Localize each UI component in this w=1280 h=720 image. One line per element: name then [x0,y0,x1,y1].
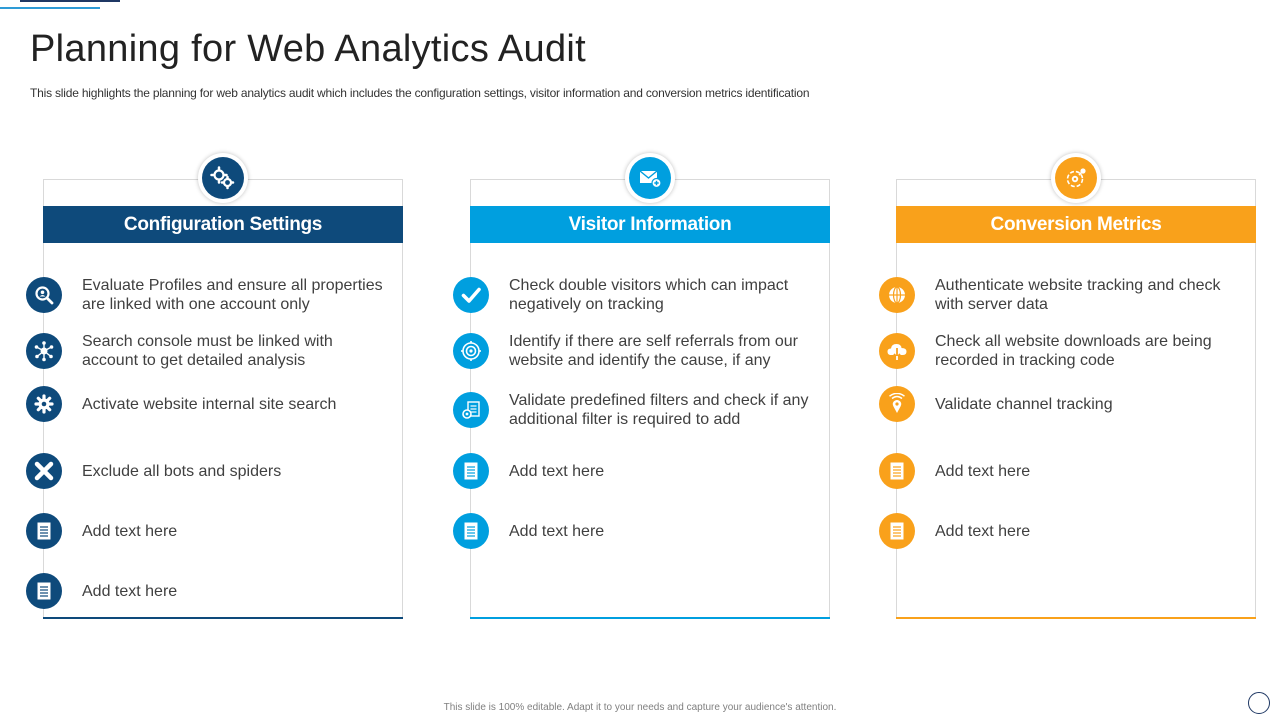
document-icon [453,453,489,489]
search-person-icon [26,277,62,313]
item-text: Validate predefined filters and check if any additional filter is required to add [509,392,809,428]
card-header: Visitor Information [470,206,830,243]
list-item [879,386,1245,422]
document-icon [26,513,62,549]
item-text: Activate website internal site search [82,395,337,413]
item-text: Add text here [935,462,1031,480]
card-top-icon [198,153,248,203]
card-visitor-information [470,179,830,619]
item-text: Add text here [509,522,605,540]
list-item [879,276,1245,314]
list-item [26,386,392,422]
list-item [879,453,1245,489]
item-text: Check all website downloads are being recorded in tracking code [935,333,1212,369]
card-conversion-metrics [896,179,1256,619]
top-accent-line-dark [20,0,120,2]
gear-icon [26,386,62,422]
gears-icon [202,157,244,199]
cloud-download-icon [879,333,915,369]
item-text: Add text here [82,522,178,540]
list-item [453,332,819,370]
card-bottom-line [43,617,403,619]
list-item [453,276,819,314]
top-accent-line-light [0,7,100,9]
page-subtitle: This slide highlights the planning for web analytics audit which includes the configuration settings, visitor information and conversion metrics identification [30,86,810,100]
checkmark-icon [453,277,489,313]
card-configuration-settings [43,179,403,619]
target-icon [453,333,489,369]
close-icon [26,453,62,489]
card-top-icon [1051,153,1101,203]
list-item [26,573,392,609]
list-item [453,391,819,429]
card-bottom-line [470,617,830,619]
item-text: Validate channel tracking [935,395,1113,413]
corner-circle-icon [1248,692,1270,714]
envelope-icon [629,157,671,199]
document-icon [879,453,915,489]
item-text: Add text here [509,462,605,480]
list-item [26,453,392,489]
location-signal-icon [879,386,915,422]
document-icon [453,513,489,549]
filter-settings-icon [453,392,489,428]
list-item [26,332,392,370]
card-top-icon [625,153,675,203]
card-bottom-line [896,617,1256,619]
list-item [453,453,819,489]
document-icon [26,573,62,609]
footer-note: This slide is 100% editable. Adapt it to your needs and capture your audience's attention. [443,702,837,713]
document-icon [879,513,915,549]
list-item [453,513,819,549]
item-text: Search console must be linked with account to get detailed analysis [82,333,333,369]
list-item [879,332,1245,370]
item-text: Check double visitors which can impact negatively on tracking [509,277,789,313]
card-header: Conversion Metrics [896,206,1256,243]
item-text: Identify if there are self referrals from our website and identify the cause, if any [509,333,798,369]
conversion-icon [1055,157,1097,199]
item-text: Exclude all bots and spiders [82,462,282,480]
item-text: Add text here [935,522,1031,540]
item-text: Authenticate website tracking and check with server data [935,277,1221,313]
item-text: Add text here [82,582,178,600]
network-icon [26,333,62,369]
list-item [26,276,392,314]
item-text: Evaluate Profiles and ensure all properties are linked with one account only [82,277,383,313]
list-item [26,513,392,549]
globe-icon [879,277,915,313]
card-header: Configuration Settings [43,206,403,243]
list-item [879,513,1245,549]
page-title: Planning for Web Analytics Audit [30,28,586,70]
